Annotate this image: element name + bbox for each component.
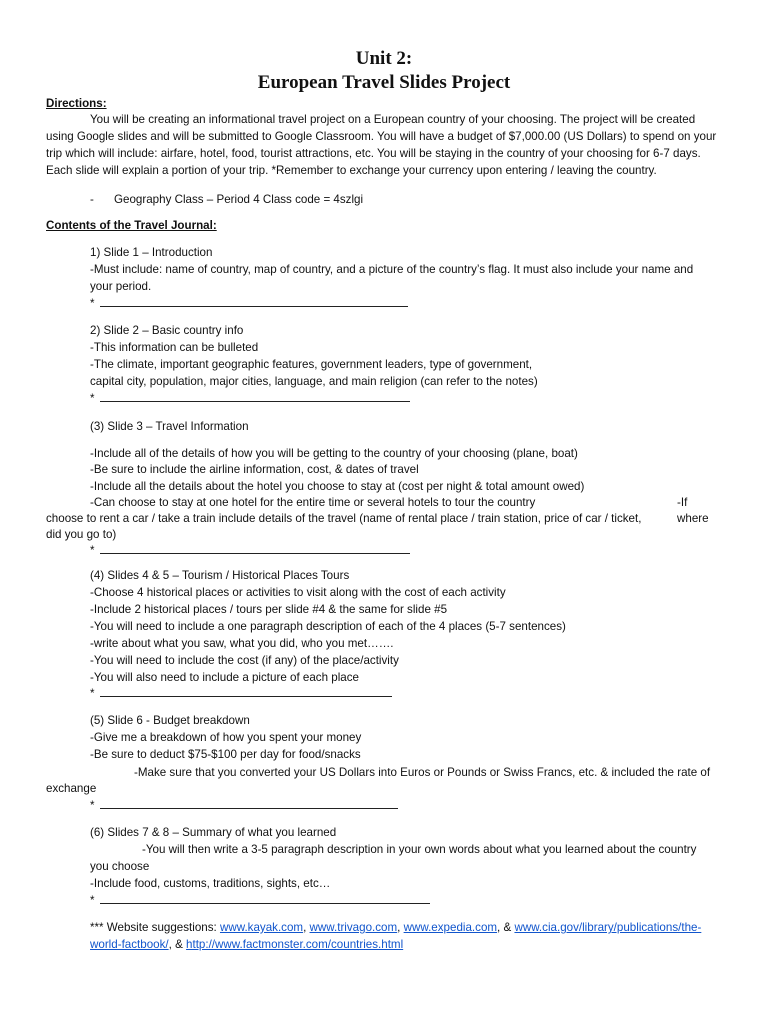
slide3-line-2: -Be sure to include the airline information, cost, & dates of travel xyxy=(90,463,419,476)
slide3-title: (3) Slide 3 – Travel Information xyxy=(90,420,249,433)
slide3-line-6: did you go to) xyxy=(46,528,117,541)
slide78-line-3: -Include food, customs, traditions, sights, etc… xyxy=(90,877,331,890)
directions-line-1: You will be creating an informational travel project on a European country of your choosing. The project will be created xyxy=(90,113,696,126)
unit-title: Unit 2: xyxy=(355,48,413,69)
class-code-text: Geography Class – Period 4 Class code = 4szlgi xyxy=(114,193,364,206)
slide45-notes-line[interactable] xyxy=(90,686,392,701)
kayak-link[interactable]: www.kayak.com xyxy=(219,921,304,934)
directions-heading: Directions: xyxy=(46,97,107,110)
slide1-title: 1) Slide 1 – Introduction xyxy=(90,246,213,259)
slide45-title: (4) Slides 4 & 5 – Tourism / Historical Places Tours xyxy=(90,569,350,582)
contents-heading: Contents of the Travel Journal: xyxy=(46,219,217,232)
separator: , & xyxy=(168,938,187,951)
slide6-notes-line[interactable] xyxy=(90,798,398,813)
expedia-link[interactable]: www.expedia.com xyxy=(403,921,498,934)
slide3-line-5: choose to rent a car / take a train include details of the travel (name of rental place / train station, price of car / ticket, xyxy=(46,512,642,525)
directions-line-2: using Google slides and will be submitted to Google Classroom. You will have a budget of $7,000.00 (US Dollars) to spend on your xyxy=(46,130,717,143)
trivago-link[interactable]: www.trivago.com xyxy=(309,921,398,934)
star-marker: * xyxy=(90,894,95,907)
cia-factbook-link[interactable]: www.cia.gov/library/publications/the- xyxy=(514,921,702,934)
slide6-title: (5) Slide 6 - Budget breakdown xyxy=(90,714,250,727)
website-suggestions-label: *** Website suggestions: xyxy=(90,921,220,934)
slide2-notes-line[interactable] xyxy=(90,391,410,406)
slide6-line-1: -Give me a breakdown of how you spent your money xyxy=(90,731,362,744)
star-marker: * xyxy=(90,687,95,700)
star-marker: * xyxy=(90,297,95,310)
slide45-line-6: -You will also need to include a picture of each place xyxy=(90,671,359,684)
slide3-line-4: -Can choose to stay at one hotel for the entire time or several hotels to tour the country xyxy=(90,496,536,509)
slide1-line-2: your period. xyxy=(90,280,152,293)
slide78-line-1: -You will then write a 3-5 paragraph description in your own words about what you learned about the country xyxy=(142,843,697,856)
slide6-line-3: -Make sure that you converted your US Dollars into Euros or Pounds or Swiss Francs, etc. & included the rate of xyxy=(134,766,711,779)
blank-underline xyxy=(100,544,410,554)
slide45-line-3: -You will need to include a one paragraph description of each of the 4 places (5-7 sentences) xyxy=(90,620,566,633)
website-suggestions-line-2 xyxy=(90,937,403,952)
separator: , & xyxy=(497,921,515,934)
slide1-line-1: -Must include: name of country, map of country, and a picture of the country’s flag. It must also include your name and xyxy=(90,263,694,276)
directions-line-3: trip which will include: airfare, hotel, food, tourist attractions, etc. You will be staying in the country of your choosing for 6-7 days. xyxy=(46,147,701,160)
slide3-line-4-right: -If xyxy=(677,496,688,509)
slide78-notes-line[interactable] xyxy=(90,893,430,908)
slide6-line-4: exchange xyxy=(46,782,97,795)
blank-underline xyxy=(100,799,398,809)
cia-factbook-link-continued[interactable]: world-factbook/ xyxy=(90,938,169,951)
slide78-title: (6) Slides 7 & 8 – Summary of what you learned xyxy=(90,826,337,839)
slide1-notes-line[interactable] xyxy=(90,296,408,311)
project-title: European Travel Slides Project xyxy=(257,72,511,93)
slide2-title: 2) Slide 2 – Basic country info xyxy=(90,324,244,337)
slide45-line-4: -write about what you saw, what you did, who you met……. xyxy=(90,637,394,650)
slide3-line-1: -Include all of the details of how you will be getting to the country of your choosing (plane, boat) xyxy=(90,447,578,460)
star-marker: * xyxy=(90,392,95,405)
slide2-line-2: -The climate, important geographic features, government leaders, type of government, xyxy=(90,358,533,371)
blank-underline xyxy=(100,687,392,697)
slide3-notes-line[interactable] xyxy=(90,543,410,558)
star-marker: * xyxy=(90,544,95,557)
separator: , xyxy=(303,921,310,934)
separator: , xyxy=(397,921,404,934)
slide2-line-1: -This information can be bulleted xyxy=(90,341,259,354)
slide78-line-2: you choose xyxy=(90,860,150,873)
blank-underline xyxy=(100,894,430,904)
star-marker: * xyxy=(90,799,95,812)
blank-underline xyxy=(100,392,410,402)
slide2-line-3: capital city, population, major cities, language, and main religion (can refer to the notes) xyxy=(90,375,538,388)
slide3-line-3: -Include all the details about the hotel you choose to stay at (cost per night & total amount owed) xyxy=(90,480,585,493)
slide45-line-5: -You will need to include the cost (if any) of the place/activity xyxy=(90,654,399,667)
website-suggestions-line-1 xyxy=(90,920,701,935)
slide6-line-2: -Be sure to deduct $75-$100 per day for food/snacks xyxy=(90,748,361,761)
slide45-line-1: -Choose 4 historical places or activities to visit along with the cost of each activity xyxy=(90,586,506,599)
slide3-line-5-right: where xyxy=(677,512,709,525)
blank-underline xyxy=(100,297,408,307)
factmonster-link[interactable]: http://www.factmonster.com/countries.html xyxy=(186,938,404,951)
slide45-line-2: -Include 2 historical places / tours per slide #4 & the same for slide #5 xyxy=(90,603,448,616)
directions-line-4: Each slide will explain a portion of your trip. *Remember to exchange your currency upon entering / leaving the country. xyxy=(46,164,657,177)
class-bullet-dash: - xyxy=(90,193,94,206)
